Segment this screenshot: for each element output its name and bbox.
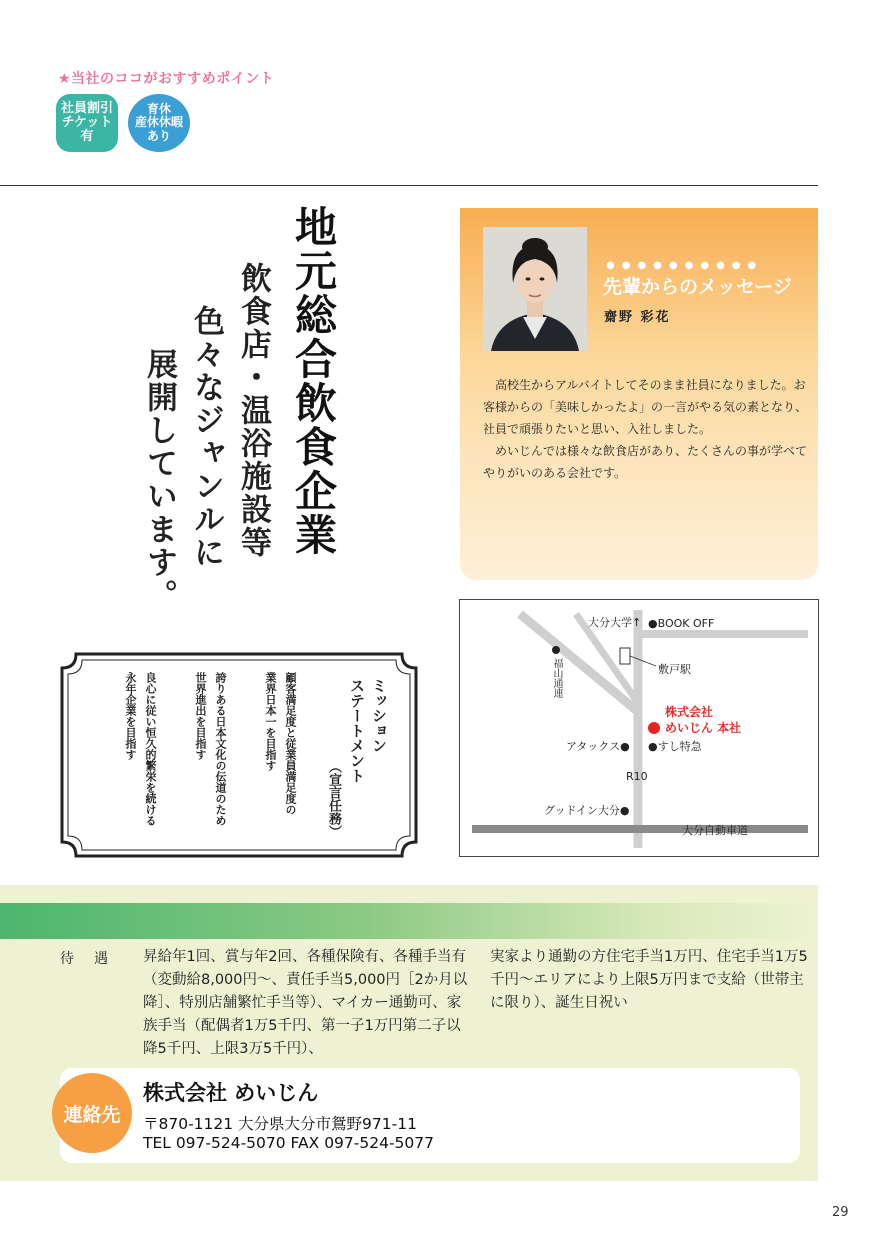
company-address: 〒870-1121 大分県大分市鴛野971-11 — [143, 1115, 417, 1133]
map-roads — [460, 600, 818, 856]
label-shikido-station: 敷戸駅 — [658, 663, 691, 676]
label-attacks: アタックス● — [566, 740, 630, 753]
message-paragraph: めいじんでは様々な飲食店があり、たくさんの事が学べてやりがいのある会社です。 — [483, 444, 808, 480]
benefits-label: 待遇 — [60, 951, 128, 967]
label-r10: R10 — [626, 770, 648, 783]
heading-dots: ●●●●●●●●●● — [606, 260, 764, 271]
badge-line: チケット有 — [61, 114, 113, 145]
benefits-text-right: 実家より通勤の方住宅手当1万円、住宅手当1万5千円〜エリアにより上限5万円まで支給（世帯主に限り）、誕生日祝い — [490, 949, 808, 1011]
badge-childcare-leave — [128, 94, 190, 152]
mission-line: 誇りある日本文化の伝道のため — [214, 672, 227, 826]
badge-line: あり — [146, 128, 171, 143]
message-paragraph: 高校生からアルバイトしてそのまま社員になりました。お客様からの「美味しかったよ」の一言がやる気の素となり、社員で頑張りたいと思い、入社しました。 — [483, 378, 808, 436]
label-oita-expressway: 大分自動車道 — [682, 824, 748, 837]
message-heading: 先輩からのメッセージ — [603, 276, 792, 298]
badge-line: 育休 — [146, 102, 171, 117]
label-sushi-tokkyu: ●すし特急 — [648, 740, 702, 753]
green-band — [0, 903, 818, 939]
label-company: 株式会社 — [665, 705, 714, 719]
contact-badge: 連絡先 — [52, 1073, 132, 1153]
headline-main: 地元総合飲食企業 — [289, 205, 338, 557]
badge-line: 社員割引 — [60, 100, 113, 116]
label-company-hq: めいじん 本社 — [665, 721, 742, 735]
mission-title-1: ミッション — [370, 678, 388, 753]
mission-line: 良心に従い恒久的繁栄を続ける — [144, 672, 157, 826]
access-map — [459, 599, 819, 857]
label-good-inn-oita: グッドイン大分● — [544, 804, 630, 817]
mission-line: 業界日本一を目指す — [264, 672, 277, 771]
message-body — [483, 374, 808, 484]
employee-name: 齋野 彩花 — [604, 310, 671, 325]
mission-statement-box — [60, 652, 418, 858]
company-name: 株式会社 めいじん — [143, 1081, 319, 1105]
mission-line: 顧客満足度と従業員満足度の — [284, 672, 297, 815]
page-number: 29 — [832, 1205, 849, 1220]
label-bookoff: ●BOOK OFF — [648, 617, 715, 630]
headline-sub-3: 展開しています。 — [141, 348, 177, 612]
headline-sub-2: 色々なジャンルに — [188, 305, 224, 569]
mission-line: 世界進出を目指す — [194, 672, 207, 760]
mission-line: 永年企業を目指す — [124, 672, 137, 760]
label-fukuyama-road: 福山通連 — [551, 658, 562, 698]
employee-photo — [483, 227, 587, 351]
benefits-text-left: 昇給年1回、賞与年2回、各種保険有、各種手当有（変動給8,000円〜、責任手当5,000円［2か月以降］、特別店舗繁忙手当等）、マイカー通勤可、家族手当（配偶者1万5千円、第一子1万円第二子以降5千円、上限3万5千円）、 — [143, 949, 468, 1057]
mission-title-3: （宣言任務） — [326, 760, 341, 838]
top-divider — [0, 185, 818, 186]
recommend-title: ★当社のココがおすすめポイント — [58, 71, 275, 87]
headline-sub-1: 飲食店・温浴施設等 — [235, 262, 271, 559]
badge-line: 産休休暇 — [134, 115, 183, 130]
label-oita-university: 大分大学↑ — [588, 616, 642, 629]
mission-title-2: ステートメント — [348, 678, 366, 783]
company-phone-fax: TEL 097-524-5070 FAX 097-524-5077 — [143, 1134, 434, 1152]
badge-employee-discount — [56, 94, 118, 152]
